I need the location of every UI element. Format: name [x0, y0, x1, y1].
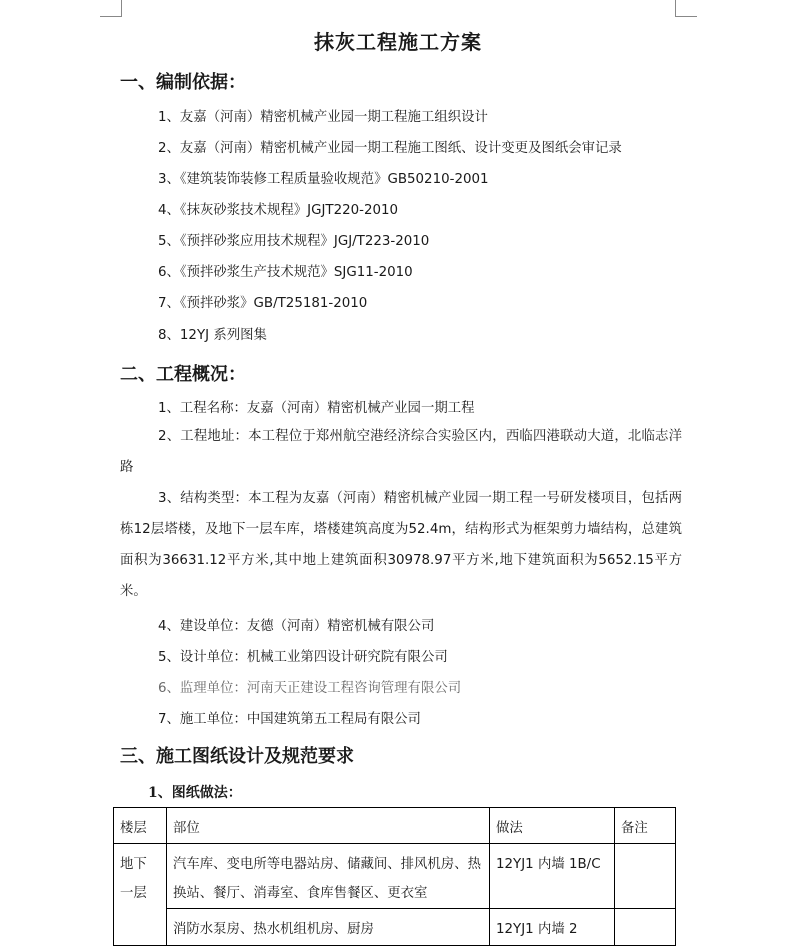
crop-mark — [100, 16, 122, 17]
basis-item: 4、《抹灰砂浆技术规程》JGJT220-2010 — [158, 203, 399, 218]
cell-method: 12YJ1 内墙 1B/C — [490, 844, 615, 909]
overview-address-text: 2、工程地址：本工程位于郑州航空港经济综合实验区内，西临四港联动大道，北临志洋路 — [120, 429, 682, 475]
table-row — [114, 844, 676, 909]
basis-item: 7、《预拌砂浆》GB/T25181-2010 — [158, 296, 368, 311]
section-heading-design: 三、施工图纸设计及规范要求 — [120, 746, 354, 767]
basis-item: 5、《预拌砂浆应用技术规程》JGJ/T223-2010 — [158, 234, 430, 249]
table-header-row — [114, 808, 676, 844]
cell-note — [615, 909, 676, 946]
header-part: 部位 — [167, 808, 490, 844]
overview-item-owner: 4、建设单位：友德（河南）精密机械有限公司 — [158, 619, 435, 634]
cell-part: 消防水泵房、热水机组机房、厨房 — [167, 909, 490, 946]
table-row — [114, 909, 676, 946]
document-title: 抹灰工程施工方案 — [314, 30, 482, 54]
crop-mark — [675, 16, 697, 17]
header-method: 做法 — [490, 808, 615, 844]
section-heading-overview: 二、工程概况： — [120, 364, 246, 385]
basis-item: 8、12YJ 系列图集 — [158, 328, 267, 343]
crop-mark — [121, 0, 122, 17]
cell-part: 汽车库、变电所等电器站房、储藏间、排风机房、热换站、餐厅、消毒室、食库售餐区、更衣室 — [167, 844, 490, 909]
overview-item-name: 1、工程名称：友嘉（河南）精密机械产业园一期工程 — [158, 401, 475, 416]
cell-note — [615, 844, 676, 909]
section-heading-basis: 一、编制依据： — [120, 72, 246, 93]
overview-item-address — [120, 421, 682, 483]
header-note: 备注 — [615, 808, 676, 844]
overview-structure-text: 3、结构类型：本工程为友嘉（河南）精密机械产业园一期工程一号研发楼项目，包括两栋12层塔楼，及地下一层车库，塔楼建筑高度为52.4m，结构形式为框架剪力墙结构，总建筑面积为36631.12平方米,其中地上建筑面积30978.97平方米,地下建筑面积为5652.15平方米。 — [120, 491, 682, 599]
overview-item-supervisor: 6、监理单位：河南天正建设工程咨询管理有限公司 — [158, 681, 462, 696]
cell-method: 12YJ1 内墙 2 — [490, 909, 615, 946]
method-table — [113, 807, 676, 946]
header-floor: 楼层 — [114, 808, 167, 844]
basis-item: 6、《预拌砂浆生产技术规范》SJG11-2010 — [158, 265, 413, 280]
basis-item: 3、《建筑装饰装修工程质量验收规范》GB50210-2001 — [158, 172, 489, 187]
subheading-drawing-method: 1、图纸做法： — [148, 785, 242, 801]
crop-mark — [675, 0, 676, 17]
overview-item-designer: 5、设计单位：机械工业第四设计研究院有限公司 — [158, 650, 448, 665]
overview-item-contractor: 7、施工单位：中国建筑第五工程局有限公司 — [158, 712, 421, 727]
overview-item-structure — [120, 483, 682, 607]
basis-item: 2、友嘉（河南）精密机械产业园一期工程施工图纸、设计变更及图纸会审记录 — [158, 141, 622, 156]
cell-floor: 地下一层 — [114, 844, 167, 946]
basis-item: 1、友嘉（河南）精密机械产业园一期工程施工组织设计 — [158, 110, 488, 125]
